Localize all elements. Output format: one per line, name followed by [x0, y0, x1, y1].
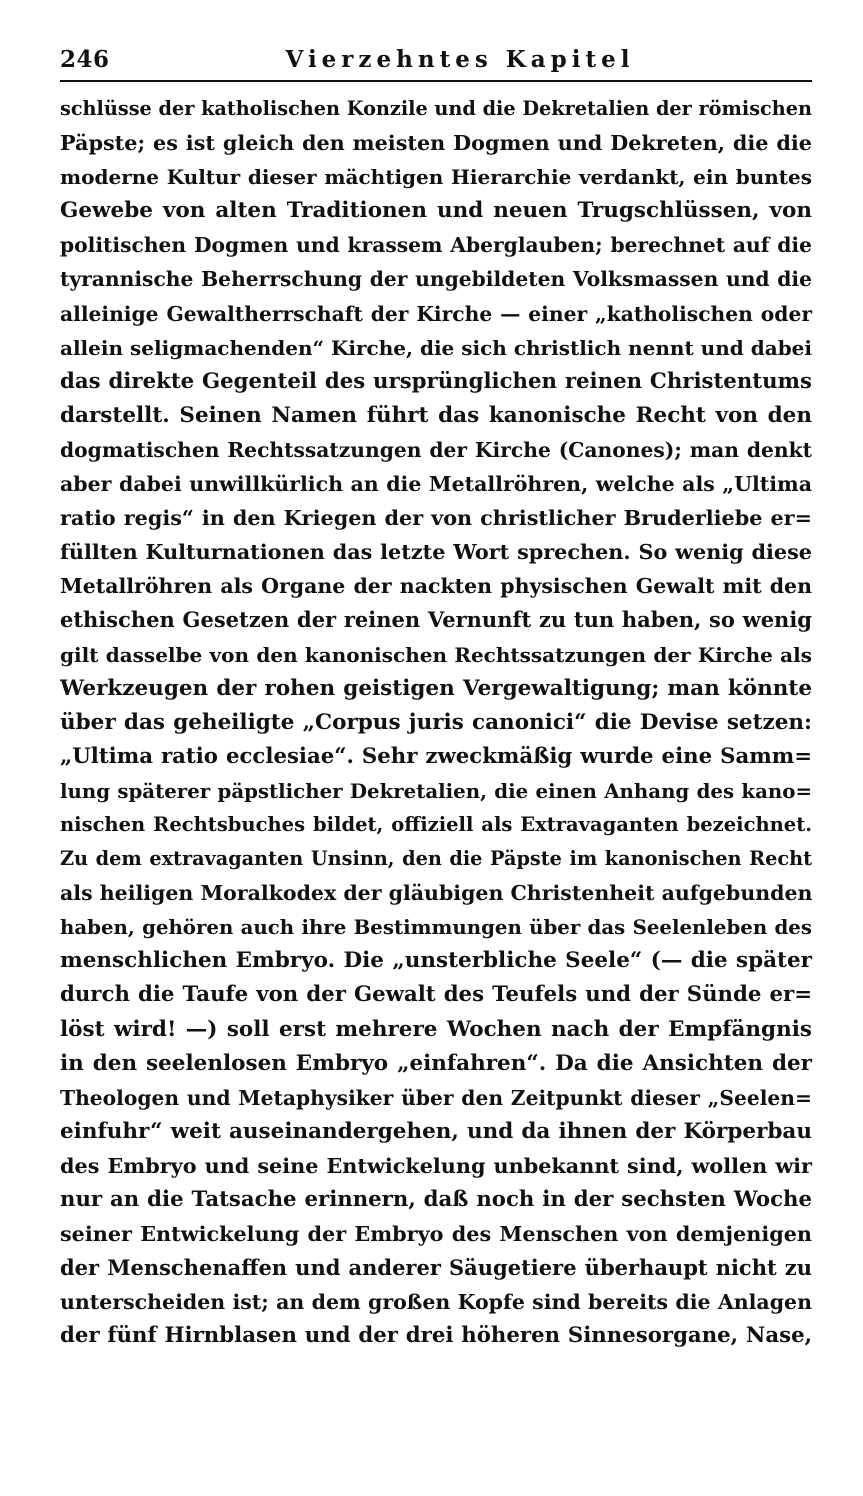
text-line: des Embryo und seine Entwickelung unbekannt sind, wollen wir — [60, 1153, 812, 1178]
text-line: Gewebe von alten Traditionen und neuen Trugschlüssen, von — [60, 198, 812, 224]
text-line: dogmatischen Rechtssatzungen der Kirche (Canones); man denkt — [60, 437, 812, 462]
text-line: gilt dasselbe von den kanonischen Rechtssatzungen der Kirche als — [60, 642, 812, 667]
text-line: nur an die Tatsache erinnern, daß noch in der sechsten Woche — [60, 1187, 812, 1212]
text-line: Metallröhren als Organe der nackten physischen Gewalt mit den — [60, 574, 812, 599]
running-head: Vierzehntes Kapitel — [285, 46, 635, 73]
page-number: 246 — [60, 46, 110, 73]
text-line: allein seligmachenden“ Kirche, die sich christlich nennt und dabei — [60, 335, 812, 360]
text-line: Theologen und Metaphysiker über den Zeitpunkt dieser „Seelen= — [60, 1085, 812, 1110]
text-line: Werkzeugen der rohen geistigen Vergewaltigung; man könnte — [60, 675, 812, 701]
text-line: Päpste; es ist gleich den meisten Dogmen und Dekreten, die die — [60, 131, 812, 156]
text-line: ethischen Gesetzen der reinen Vernunft zu tun haben, so wenig — [60, 607, 812, 633]
text-line: unterscheiden ist; an dem großen Kopfe sind bereits die Anlagen — [60, 1290, 812, 1315]
text-line: der Menschenaffen und anderer Säugetiere überhaupt nicht zu — [60, 1255, 812, 1281]
text-line: über das geheiligte „Corpus juris canonici“ die Devise setzen: — [60, 709, 812, 735]
text-line: lung späterer päpstlicher Dekretalien, die einen Anhang des kano= — [60, 778, 812, 803]
text-line: menschlichen Embryo. Die „unsterbliche Seele“ (— die später — [60, 948, 812, 974]
text-line: schlüsse der katholischen Konzile und die Dekretalien der römischen — [60, 97, 812, 120]
text-line: einfuhr“ weit auseinandergehen, und da ihnen der Körperbau — [60, 1118, 812, 1144]
text-line: tyrannische Beherrschung der ungebildeten Volksmassen und die — [60, 267, 812, 292]
text-line: moderne Kultur dieser mächtigen Hierarchie verdankt, ein buntes — [60, 165, 812, 190]
text-line: der fünf Hirnblasen und der drei höheren Sinnesorgane, Nase, — [60, 1323, 812, 1349]
text-line: als heiligen Moralkodex der gläubigen Christenheit aufgebunden — [60, 881, 813, 906]
text-line: nischen Rechtsbuches bildet, offiziell als Extravaganten bezeichnet. — [60, 812, 812, 836]
text-line: darstellt. Seinen Namen führt das kanonische Recht von den — [60, 402, 812, 428]
body-text — [60, 92, 812, 1353]
page-header — [60, 44, 812, 78]
header-rule — [60, 80, 812, 82]
text-line: alleinige Gewaltherrschaft der Kirche — einer „katholischen oder — [60, 301, 812, 326]
text-line: haben, gehören auch ihre Bestimmungen über das Seelenleben des — [60, 915, 812, 940]
text-line: in den seelenlosen Embryo „einfahren“. Da die Ansichten der — [60, 1050, 812, 1076]
text-line: Zu dem extravaganten Unsinn, den die Päpste im kanonischen Recht — [60, 847, 812, 871]
text-line: ratio regis“ in den Kriegen der von christlicher Bruderliebe er= — [60, 506, 812, 531]
text-line: durch die Taufe von der Gewalt des Teufels und der Sünde er= — [60, 982, 812, 1008]
text-line: das direkte Gegenteil des ursprünglichen reinen Christentums — [60, 368, 812, 394]
text-line: „Ultima ratio ecclesiae“. Sehr zweckmäßig wurde eine Samm= — [60, 743, 812, 769]
text-line: politischen Dogmen und krassem Aberglauben; berechnet auf die — [60, 233, 812, 258]
text-line: füllten Kulturnationen das letzte Wort sprechen. So wenig diese — [60, 540, 812, 565]
text-line: seiner Entwickelung der Embryo des Menschen von demjenigen — [60, 1222, 812, 1247]
text-line: löst wird! —) soll erst mehrere Wochen nach der Empfängnis — [60, 1016, 812, 1042]
text-line: aber dabei unwillkürlich an die Metallröhren, welche als „Ultima — [60, 472, 812, 497]
